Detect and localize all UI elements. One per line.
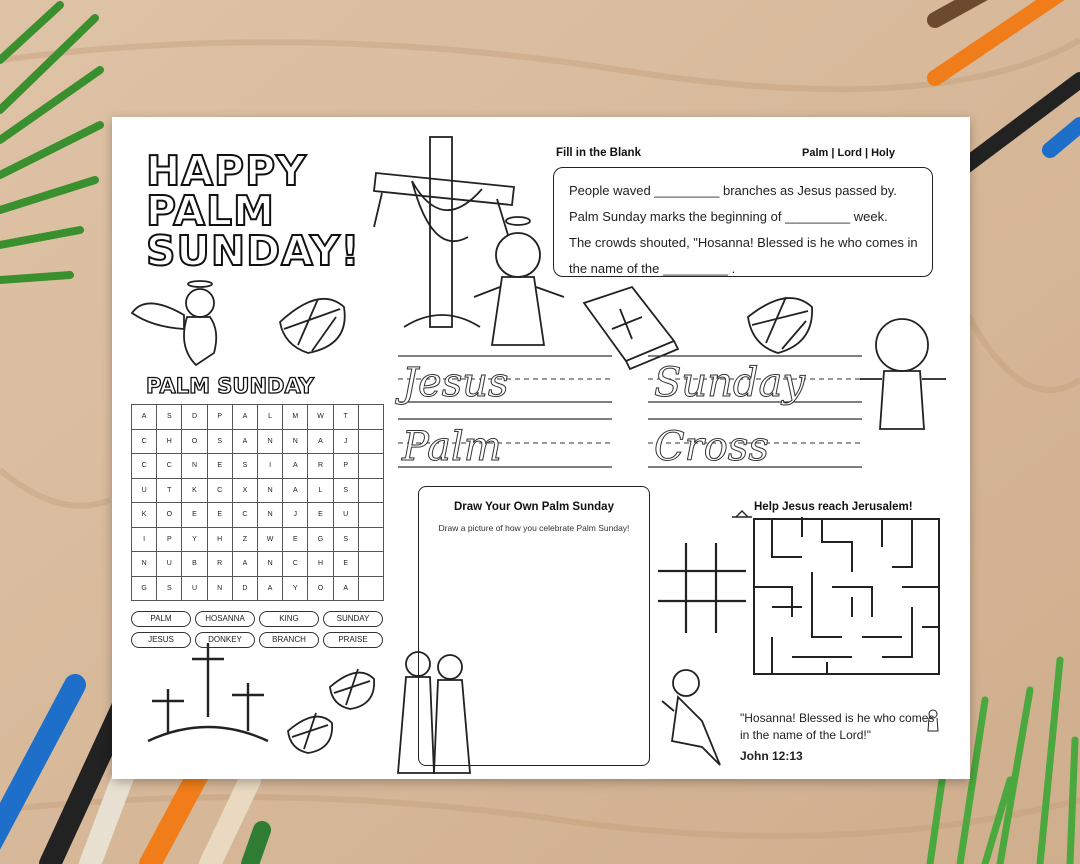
grid-cell[interactable]: N bbox=[283, 430, 308, 455]
draw-heading: Draw Your Own Palm Sunday bbox=[454, 501, 614, 513]
maze-heading: Help Jesus reach Jerusalem! bbox=[754, 501, 913, 513]
grid-cell[interactable]: A bbox=[132, 405, 157, 430]
grid-cell[interactable]: E bbox=[208, 503, 233, 528]
grid-cell[interactable]: W bbox=[308, 405, 333, 430]
monstera-leaf-icon bbox=[748, 297, 812, 353]
word-bank-item: PALM bbox=[131, 611, 191, 627]
grid-cell[interactable]: H bbox=[208, 528, 233, 553]
grid-cell[interactable]: D bbox=[182, 405, 207, 430]
grid-cell[interactable]: M bbox=[283, 405, 308, 430]
grid-cell[interactable]: A bbox=[283, 454, 308, 479]
grid-cell[interactable]: S bbox=[157, 577, 182, 602]
grid-cell[interactable]: P bbox=[208, 405, 233, 430]
grid-cell[interactable]: C bbox=[157, 454, 182, 479]
monstera-leaf-icon bbox=[288, 713, 332, 753]
monstera-leaf-icon bbox=[330, 669, 374, 709]
grid-cell[interactable]: T bbox=[334, 405, 359, 430]
grid-cell[interactable]: U bbox=[157, 552, 182, 577]
grid-cell[interactable]: T bbox=[157, 479, 182, 504]
grid-cell[interactable]: A bbox=[334, 577, 359, 602]
grid-cell[interactable]: A bbox=[283, 479, 308, 504]
grid-cell[interactable]: D bbox=[233, 577, 258, 602]
tic-tac-toe-grid bbox=[658, 543, 746, 633]
grid-cell[interactable]: A bbox=[233, 552, 258, 577]
grid-cell[interactable]: K bbox=[182, 479, 207, 504]
monstera-leaf-icon bbox=[280, 299, 345, 353]
three-crosses-icon bbox=[148, 643, 268, 741]
grid-cell[interactable]: P bbox=[334, 454, 359, 479]
city-icon bbox=[732, 511, 752, 517]
bible-verse: "Hosanna! Blessed is he who comes in the name of the Lord!" bbox=[740, 711, 935, 742]
grid-cell[interactable]: O bbox=[182, 430, 207, 455]
word-bank-item: BRANCH bbox=[259, 632, 319, 648]
grid-cell[interactable]: K bbox=[132, 503, 157, 528]
trace-word-cross[interactable]: Cross bbox=[654, 424, 769, 470]
grid-cell[interactable]: R bbox=[208, 552, 233, 577]
grid-cell[interactable]: N bbox=[208, 577, 233, 602]
grid-cell[interactable]: L bbox=[308, 479, 333, 504]
grid-cell[interactable]: S bbox=[157, 405, 182, 430]
jesus-figure-icon bbox=[474, 217, 564, 345]
grid-cell[interactable]: E bbox=[208, 454, 233, 479]
draw-instructions: Draw a picture of how you celebrate Palm Sunday! bbox=[438, 523, 630, 533]
grid-cell[interactable]: G bbox=[132, 577, 157, 602]
word-bank-item: DONKEY bbox=[195, 632, 255, 648]
grid-cell[interactable] bbox=[359, 430, 384, 455]
grid-cell[interactable]: C bbox=[132, 454, 157, 479]
jesus-figure-icon bbox=[860, 319, 946, 429]
trace-word-sunday[interactable]: Sunday bbox=[654, 360, 805, 406]
grid-cell[interactable] bbox=[359, 503, 384, 528]
grid-cell[interactable]: N bbox=[132, 552, 157, 577]
grid-cell[interactable]: B bbox=[182, 552, 207, 577]
trace-word-jesus[interactable]: Jesus bbox=[402, 360, 509, 406]
grid-cell[interactable]: U bbox=[334, 503, 359, 528]
grid-cell[interactable]: O bbox=[157, 503, 182, 528]
grid-cell[interactable]: C bbox=[132, 430, 157, 455]
grid-cell[interactable]: S bbox=[334, 528, 359, 553]
cross-icon bbox=[374, 137, 514, 327]
grid-cell[interactable]: A bbox=[308, 430, 333, 455]
fill-blank-options: Palm | Lord | Holy bbox=[802, 147, 895, 159]
grid-cell[interactable]: A bbox=[233, 430, 258, 455]
word-bank-item: SUNDAY bbox=[323, 611, 383, 627]
grid-cell[interactable]: N bbox=[258, 552, 283, 577]
grid-cell[interactable]: N bbox=[258, 503, 283, 528]
trace-word-palm[interactable]: Palm bbox=[402, 424, 502, 470]
grid-cell[interactable]: J bbox=[283, 503, 308, 528]
grid-cell[interactable] bbox=[359, 528, 384, 553]
grid-cell[interactable]: I bbox=[258, 454, 283, 479]
grid-cell[interactable] bbox=[359, 577, 384, 602]
word-bank-item: HOSANNA bbox=[195, 611, 255, 627]
grid-cell[interactable] bbox=[359, 454, 384, 479]
fill-blank-line: Palm Sunday marks the beginning of _________ week. bbox=[569, 209, 888, 224]
grid-cell[interactable]: C bbox=[233, 503, 258, 528]
word-bank-item: KING bbox=[259, 611, 319, 627]
fill-blank-line: People waved _________ branches as Jesus passed by. bbox=[569, 183, 897, 198]
word-bank-item: PRAISE bbox=[323, 632, 383, 648]
grid-cell[interactable] bbox=[359, 405, 384, 430]
fill-blank-box[interactable] bbox=[553, 167, 933, 277]
grid-cell[interactable]: E bbox=[308, 503, 333, 528]
grid-cell[interactable]: X bbox=[233, 479, 258, 504]
grid-cell[interactable]: Y bbox=[283, 577, 308, 602]
bible-icon bbox=[584, 287, 678, 369]
drawing-box[interactable] bbox=[418, 486, 650, 766]
grid-cell[interactable]: G bbox=[308, 528, 333, 553]
grid-cell[interactable]: U bbox=[182, 577, 207, 602]
word-search-title: PALM SUNDAY bbox=[146, 374, 314, 398]
page-title: HAPPY PALM SUNDAY! bbox=[146, 147, 361, 275]
grid-cell[interactable]: H bbox=[308, 552, 333, 577]
grid-cell[interactable] bbox=[359, 552, 384, 577]
grid-cell[interactable]: H bbox=[157, 430, 182, 455]
grid-cell[interactable]: O bbox=[308, 577, 333, 602]
fill-blank-line: The crowds shouted, "Hosanna! Blessed is he who comes in bbox=[569, 235, 918, 250]
grid-cell[interactable]: S bbox=[233, 454, 258, 479]
word-search-grid[interactable] bbox=[131, 404, 384, 601]
grid-cell[interactable] bbox=[359, 479, 384, 504]
verse-reference: John 12:13 bbox=[740, 749, 803, 763]
word-bank-item: JESUS bbox=[131, 632, 191, 648]
grid-cell[interactable]: E bbox=[182, 503, 207, 528]
grid-cell[interactable]: E bbox=[334, 552, 359, 577]
grid-cell[interactable]: N bbox=[182, 454, 207, 479]
grid-cell[interactable]: U bbox=[132, 479, 157, 504]
grid-cell[interactable]: S bbox=[334, 479, 359, 504]
word-bank bbox=[131, 611, 383, 648]
grid-cell[interactable]: P bbox=[157, 528, 182, 553]
grid-cell[interactable]: C bbox=[208, 479, 233, 504]
grid-cell[interactable]: A bbox=[233, 405, 258, 430]
fill-blank-heading: Fill in the Blank bbox=[556, 147, 641, 159]
grid-cell[interactable]: W bbox=[258, 528, 283, 553]
grid-cell[interactable]: L bbox=[258, 405, 283, 430]
grid-cell[interactable]: E bbox=[283, 528, 308, 553]
grid-cell[interactable]: N bbox=[258, 479, 283, 504]
grid-cell[interactable]: N bbox=[258, 430, 283, 455]
maze bbox=[754, 517, 939, 674]
fill-blank-line: the name of the _________ . bbox=[569, 261, 736, 276]
grid-cell[interactable]: Z bbox=[233, 528, 258, 553]
grid-cell[interactable]: I bbox=[132, 528, 157, 553]
grid-cell[interactable]: J bbox=[334, 430, 359, 455]
grid-cell[interactable]: R bbox=[308, 454, 333, 479]
activity-sheet bbox=[112, 117, 970, 779]
grid-cell[interactable]: Y bbox=[182, 528, 207, 553]
grid-cell[interactable]: C bbox=[283, 552, 308, 577]
angel-icon bbox=[132, 281, 216, 365]
praying-boy-icon bbox=[662, 670, 720, 765]
grid-cell[interactable]: S bbox=[208, 430, 233, 455]
grid-cell[interactable]: A bbox=[258, 577, 283, 602]
